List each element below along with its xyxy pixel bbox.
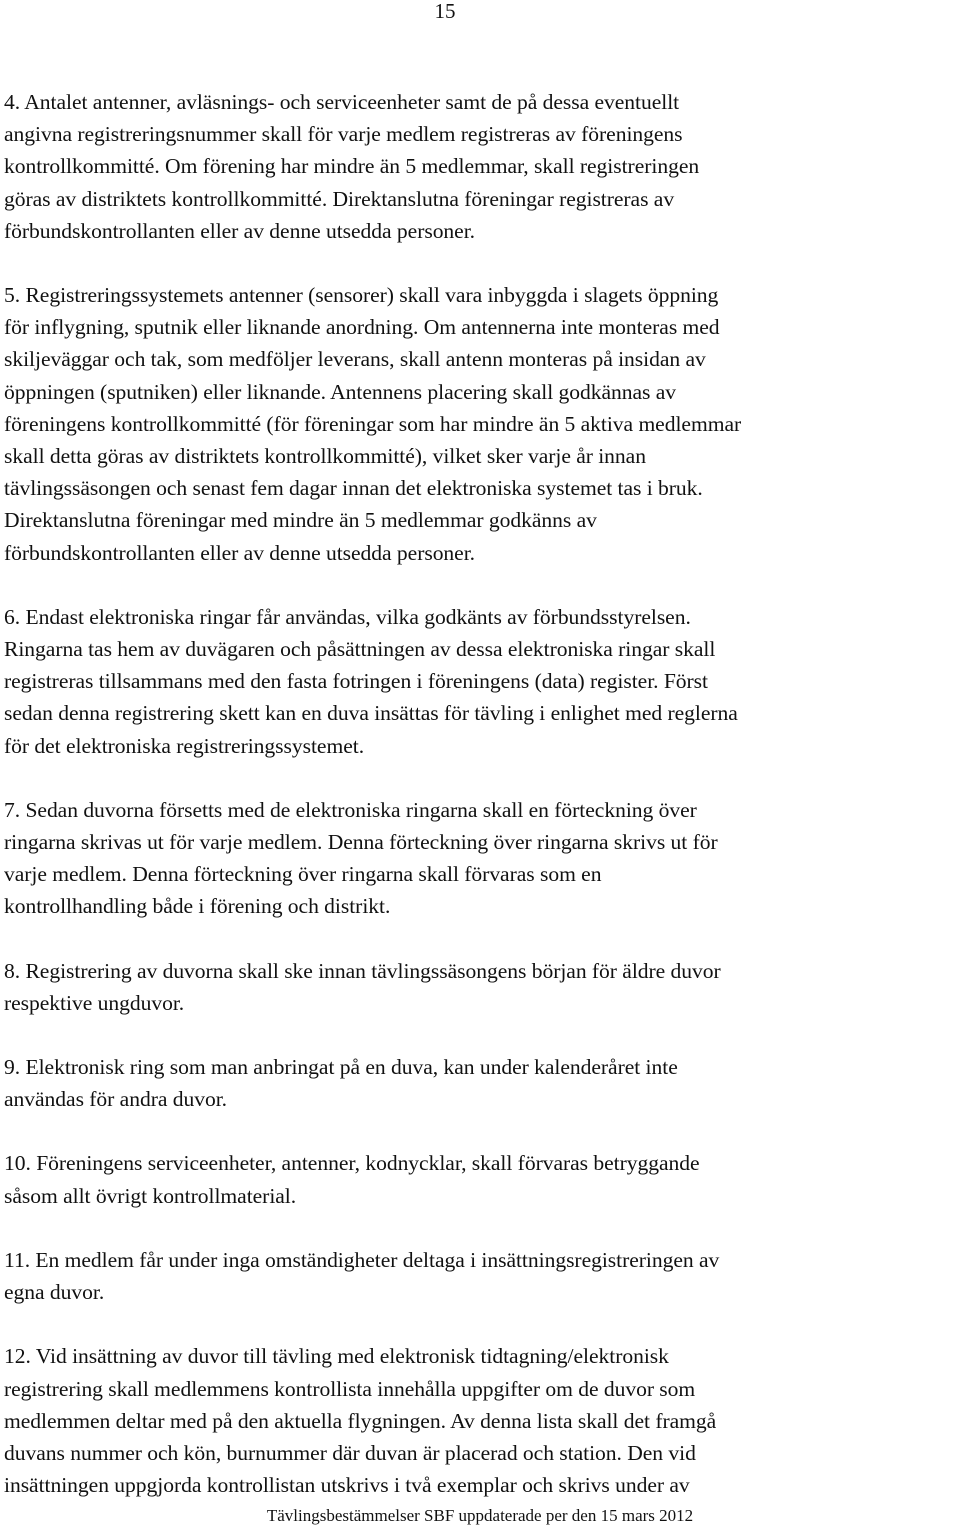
paragraph-5: 5. Registreringssystemets antenner (sensorer) skall vara inbyggda i slagets öppning för inflygning, sputnik eller liknande anordning. Om antennerna inte monteras med skiljeväggar och tak, som medföljer leverans, skall antenn monteras på insidan av öppningen (sputniken) eller liknande. Antennens placering skall godkännas av föreningens kontrollkommitté (för föreningar som har mindre än 5 aktiva medlemmar skall detta göras av distriktets kontrollkommitté), vilket sker varje år innan tävlingssäsongen och senast fem dagar innan det elektroniska systemet tas i bruk. Direktanslutna föreningar med mindre än 5 medlemmar godkänns av förbundskontrollanten eller av denne utsedda personer. [4,283,742,565]
document-body [4,86,960,1533]
page-number: 15 [434,0,456,23]
paragraph-12: 12. Vid insättning av duvor till tävling med elektronisk tidtagning/elektronisk registrering skall medlemmens kontrollista innehålla uppgifter om de duvor som medlemmen deltar med på den aktuella flygningen. Av denna lista skall det framgå duvans nummer och kön, burnummer där duvan är placerad och station. Den vid insättningen uppgjorda kontrollistan utskrivs i två exemplar och skrivs under av [4,1344,717,1498]
paragraph-8: 8. Registrering av duvorna skall ske innan tävlingssäsongens början för äldre duvor respektive ungduvor. [4,958,721,1015]
paragraph-7: 7. Sedan duvorna försetts med de elektroniska ringarna skall en förteckning över ringarna skrivas ut för varje medlem. Denna förteckning över ringarna skrivs ut för varje medlem. Denna förteckning över ringarna skall förvaras som en kontrollhandling både i förening och distrikt. [4,797,718,919]
paragraph-10: 10. Föreningens serviceenheter, antenner, kodnycklar, skall förvaras betryggande såsom allt övrigt kontrollmaterial. [4,1151,700,1208]
paragraph-6: 6. Endast elektroniska ringar får användas, vilka godkänts av förbundsstyrelsen. Ringarna tas hem av duvägaren och påsättningen av dessa elektroniska ringar skall registreras tillsammans med den fasta fotringen i föreningens (data) register. Först sedan denna registrering skett kan en duva insättas för tävling i enlighet med reglerna för det elektroniska registreringssystemet. [4,604,738,758]
page-footer: Tävlingsbestämmelser SBF uppdaterade per den 15 mars 2012 [266,1506,694,1525]
paragraph-11: 11. En medlem får under inga omständigheter deltaga i insättningsregistreringen av egna duvor. [4,1247,720,1305]
paragraph-4: 4. Antalet antenner, avläsnings- och serviceenheter samt de på dessa eventuellt angivna registreringsnummer skall för varje medlem registreras av föreningens kontrollkommitté. Om förening har mindre än 5 medlemmar, skall registreringen göras av distriktets kontrollkommitté. Direktanslutna föreningar registreras av förbundskontrollanten eller av denne utsedda personer. [4,90,700,243]
paragraph-9: 9. Elektronisk ring som man anbringat på en duva, kan under kalenderåret inte användas för andra duvor. [4,1055,678,1112]
